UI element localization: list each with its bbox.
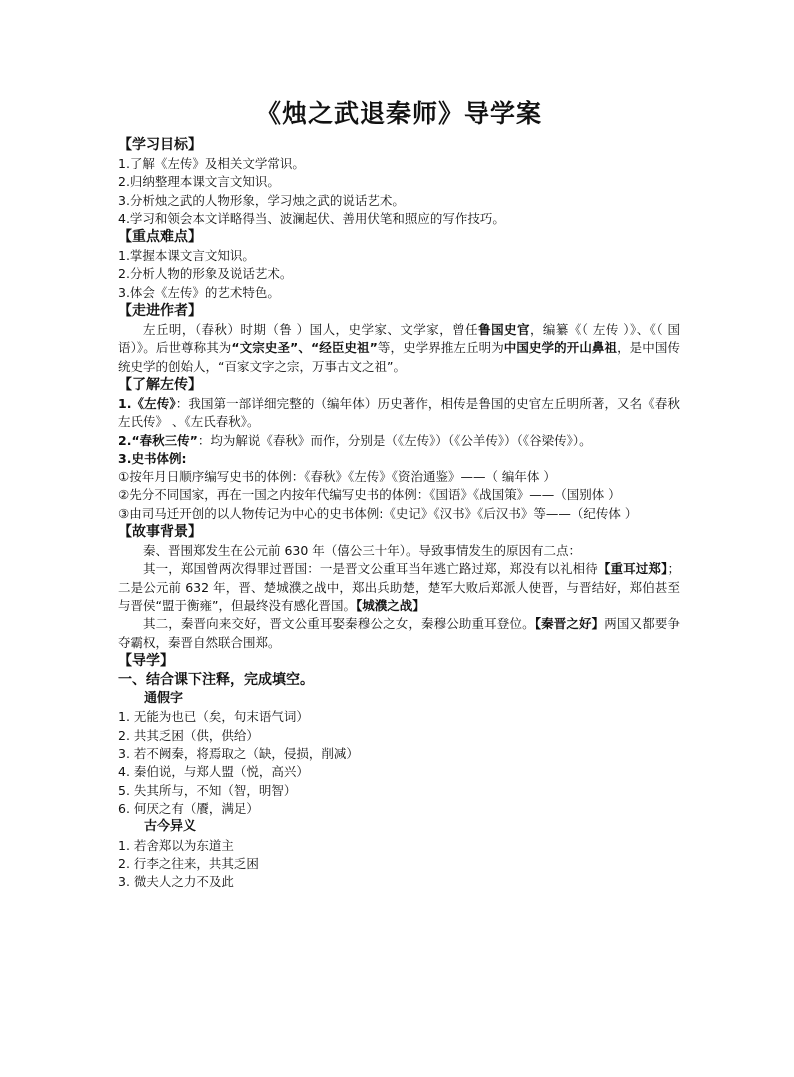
tongjia-item: 2. 共其乏困（供，供给） <box>118 727 259 743</box>
tongjia-item: 3. 若不阙秦，将焉取之（缺，侵损，削减） <box>118 745 359 761</box>
history-style-1: ①按年月日顺序编写史书的体例：《春秋》《左传》《资治通鉴》——（ 编年体 ） <box>118 469 556 485</box>
history-style-2: ②先分不同国家，再在一国之内按年代编写史书的体例：《国语》《战国策》——（国别体 ） <box>118 487 621 503</box>
gujin-item: 2. 行李之往来，共其乏困 <box>118 855 259 871</box>
difficulties-heading: 【重点难点】 <box>118 229 202 246</box>
tongjia-item: 5. 失其所与，不知（智，明智） <box>118 782 297 798</box>
background-heading: 【故事背景】 <box>118 524 202 541</box>
author-bold-2: “文宗史圣”、“经臣史祖” <box>231 340 378 356</box>
zuozhuan-item-2 <box>118 432 680 450</box>
author-bold-1: 鲁国史官 <box>478 322 530 338</box>
goals-heading: 【学习目标】 <box>118 137 202 153</box>
author-heading: 【走进作者】 <box>118 303 202 320</box>
difficulty-item: 3.体会《左传》的艺术特色。 <box>118 284 280 300</box>
guide-part-1: 一、结合课下注释，完成填空。 <box>118 671 314 688</box>
background-tag-2: 【城濮之战】 <box>355 597 425 613</box>
goal-item: 3.分析烛之武的人物形象，学习烛之武的说话艺术。 <box>118 192 405 208</box>
background-paragraph-3 <box>118 615 680 652</box>
zuozhuan-heading: 【了解左传】 <box>118 376 202 393</box>
background-text-2c: ；二是公元前 632 年，晋、楚城濮之战中，郑出兵助楚，楚军大败后郑派人使晋，与晋结好，郑伯甚至与晋侯“盟于衡雍”，但最终没有感化晋国。 <box>118 561 680 613</box>
author-paragraph <box>118 321 680 376</box>
tongjia-item: 6. 何厌之有（餍，满足） <box>118 800 259 816</box>
background-tag-1: 【重耳过郑】 <box>597 561 668 577</box>
tongjia-item: 4. 秦伯说，与郑人盟（悦，高兴） <box>118 764 309 780</box>
background-paragraph-1: 秦、晋围郑发生在公元前 630 年（僖公三十年）。导致事情发生的原因有二点： <box>143 543 582 559</box>
gujin-item: 1. 若舍郑以为东道主 <box>118 837 234 853</box>
page-title: 《烛之武退秦师》导学案 <box>255 99 542 128</box>
zuozhuan-item-3-label: 3.史书体例: <box>118 450 187 466</box>
zuozhuan-item-1-label: 1.《左传》 <box>118 395 176 411</box>
author-text-4: ，是中国传统史学的创始人，“百家文字之宗，万事古文之祖”。 <box>118 340 680 374</box>
background-text-3c: 两国又都要争夺霸权，秦晋自然联合围郑。 <box>118 616 680 650</box>
goal-item: 4.学习和领会本文详略得当、波澜起伏、善用伏笔和照应的写作技巧。 <box>118 210 505 226</box>
author-text-1: 左丘明，（春秋）时期（鲁 ）国人，史学家、文学家，曾任 <box>143 322 479 338</box>
zuozhuan-item-1 <box>118 395 680 432</box>
background-text-3a: 其二，秦晋向来交好，晋文公重耳娶秦穆公之女，秦穆公助重耳登位。 <box>143 616 535 632</box>
guide-heading: 【导学】 <box>118 652 174 669</box>
zuozhuan-item-2-label: 2.“春秋三传” <box>118 432 198 448</box>
tongjia-item: 1. 无能为也已（矣，句末语气词） <box>118 709 309 725</box>
background-tag-3: 【秦晋之好】 <box>534 616 605 632</box>
author-text-3: 等，史学界推左丘明为 <box>377 340 504 356</box>
background-text-2a: 其一，郑国曾两次得罪过晋国：一是晋文公重耳当年逃亡路过郑，郑没有以礼相待 <box>143 561 598 577</box>
tongjia-heading: 通假字 <box>144 690 184 706</box>
background-paragraph-2 <box>118 560 680 615</box>
goal-item: 1.了解《左传》及相关文学常识。 <box>118 156 305 171</box>
history-style-3: ③由司马迁开创的以人物传记为中心的史书体例:《史记》《汉书》《后汉书》等——（纪传体 ） <box>118 505 638 521</box>
author-text-2: ，编纂《（ 左传 ）》、《（ 国语）》。后世尊称其为 <box>118 322 680 356</box>
difficulty-item: 2.分析人物的形象及说话艺术。 <box>118 266 293 282</box>
gujin-item: 3. 微夫人之力不及此 <box>118 874 234 890</box>
author-bold-3: 中国史学的开山鼻祖 <box>503 340 618 356</box>
zuozhuan-item-2-text: ：均为解说《春秋》而作，分别是（《左传》）（《公羊传》）（《谷梁传》）。 <box>197 432 592 448</box>
gujin-heading: 古今异义 <box>144 819 197 835</box>
document-page <box>118 98 680 892</box>
zuozhuan-item-1-text: ：我国第一部详细完整的（编年体）历史著作，相传是鲁国的史官左丘明所著，又名《春秋左氏传》 、《左氏春秋》。 <box>118 395 680 430</box>
goal-item: 2.归纳整理本课文言文知识。 <box>118 174 280 190</box>
difficulty-item: 1.掌握本课文言文知识。 <box>118 248 255 264</box>
